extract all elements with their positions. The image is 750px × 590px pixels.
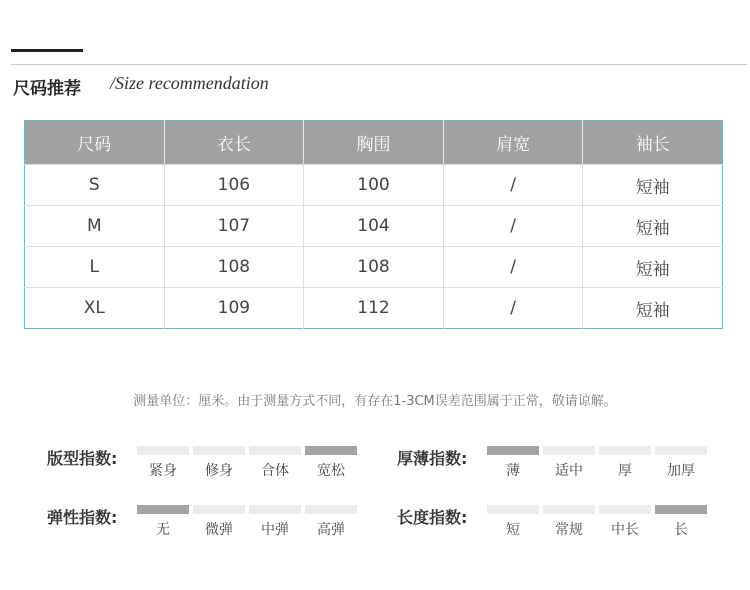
scale-segment (543, 446, 595, 455)
table-row (25, 247, 723, 288)
scale-segment (599, 446, 651, 455)
scale-option-label: 厚 (618, 463, 632, 479)
elasticity-index-scale (137, 505, 361, 543)
scale-option-label: 长 (674, 522, 688, 538)
table-header-row (25, 121, 723, 165)
table-cell: / (443, 206, 583, 247)
table-row (25, 288, 723, 329)
table-cell: 短袖 (583, 247, 723, 288)
table-cell: / (443, 288, 583, 329)
thickness-index-label: 厚薄指数: (397, 449, 468, 468)
length-index-label: 长度指数: (397, 508, 468, 527)
scale-segment (305, 446, 357, 455)
table-cell: M (25, 206, 165, 247)
column-header-length: 衣长 (164, 121, 304, 165)
top-divider (11, 64, 747, 65)
measurement-note: 测量单位：厘米。由于测量方式不同，有存在1-3CM误差范围属于正常，敬请谅解。 (133, 394, 617, 409)
scale-segment (487, 505, 539, 514)
table-row (25, 165, 723, 206)
size-table (24, 120, 723, 329)
scale-option-label: 常规 (555, 522, 583, 538)
table-cell: 112 (304, 288, 444, 329)
column-header-chest: 胸围 (304, 121, 444, 165)
table-cell: 短袖 (583, 288, 723, 329)
scale-segment (249, 446, 301, 455)
scale-option-label: 加厚 (667, 463, 695, 479)
table-cell: 108 (164, 247, 304, 288)
table-row (25, 206, 723, 247)
scale-segment (249, 505, 301, 514)
table-cell: 100 (304, 165, 444, 206)
fit-index-label: 版型指数: (47, 449, 118, 468)
table-cell: 短袖 (583, 206, 723, 247)
table-cell: / (443, 247, 583, 288)
table-cell: XL (25, 288, 165, 329)
scale-option-label: 适中 (555, 463, 583, 479)
scale-option-label: 微弹 (205, 522, 233, 538)
length-index-scale (487, 505, 711, 543)
section-title-en: /Size recommendation (110, 73, 269, 93)
table-cell: 104 (304, 206, 444, 247)
scale-segment (655, 505, 707, 514)
table-cell: 109 (164, 288, 304, 329)
scale-option-label: 合体 (261, 463, 289, 479)
fit-index-scale (137, 446, 361, 484)
thickness-index-scale (487, 446, 711, 484)
scale-segment (487, 446, 539, 455)
table-cell: 107 (164, 206, 304, 247)
scale-option-label: 薄 (506, 463, 520, 479)
scale-option-label: 宽松 (317, 463, 345, 479)
scale-segment (599, 505, 651, 514)
scale-segment (137, 446, 189, 455)
column-header-size: 尺码 (25, 121, 165, 165)
scale-option-label: 紧身 (149, 463, 177, 479)
scale-option-label: 短 (506, 522, 520, 538)
table-cell: 108 (304, 247, 444, 288)
scale-option-label: 中弹 (261, 522, 289, 538)
scale-segment (193, 446, 245, 455)
scale-option-label: 中长 (611, 522, 639, 538)
elasticity-index-label: 弹性指数: (47, 508, 118, 527)
column-header-shoulder: 肩宽 (443, 121, 583, 165)
scale-segment (193, 505, 245, 514)
scale-option-label: 无 (156, 522, 170, 538)
scale-segment (543, 505, 595, 514)
column-header-sleeve: 袖长 (583, 121, 723, 165)
scale-option-label: 高弹 (317, 522, 345, 538)
scale-segment (305, 505, 357, 514)
table-cell: / (443, 165, 583, 206)
table-cell: 106 (164, 165, 304, 206)
section-title-cn: 尺码推荐 (13, 79, 81, 99)
scale-option-label: 修身 (205, 463, 233, 479)
table-cell: L (25, 247, 165, 288)
scale-segment (137, 505, 189, 514)
table-cell: 短袖 (583, 165, 723, 206)
scale-segment (655, 446, 707, 455)
table-cell: S (25, 165, 165, 206)
top-accent-bar (11, 49, 83, 52)
